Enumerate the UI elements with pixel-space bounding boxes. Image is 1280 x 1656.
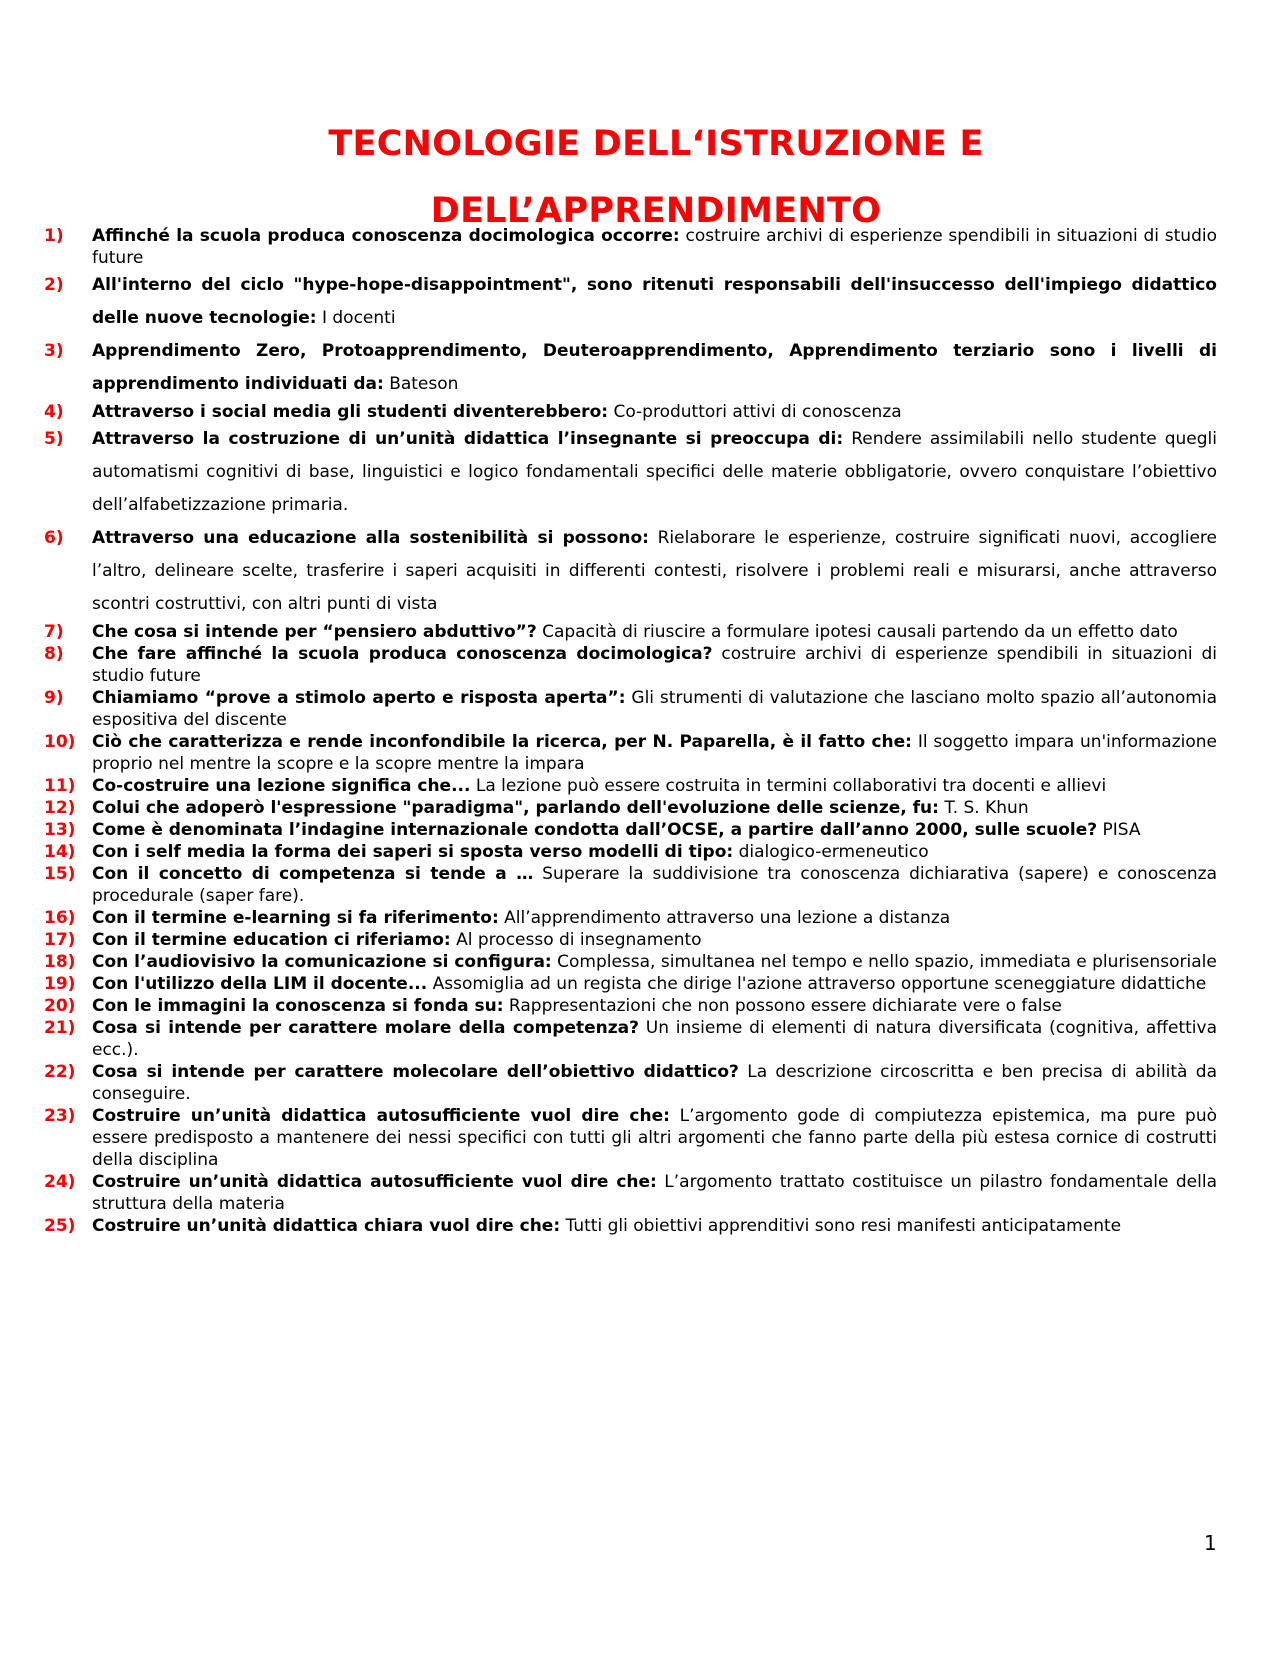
item-number: 23) <box>44 1106 76 1126</box>
item-number: 13) <box>44 820 76 840</box>
question-text: Con le immagini la conoscenza si fonda su: <box>92 996 504 1016</box>
question-text: Con i self media la forma dei saperi si sposta verso modelli di tipo: <box>92 842 734 862</box>
question-text: Colui che adoperò l'espressione "paradigma", parlando dell'evoluzione delle scienze, fu: <box>92 798 939 818</box>
question-text: All'interno del ciclo "hype-hope-disappointment", sono ritenuti responsabili dell'insuccesso dell'impiego didattico delle nuove tecnologie: <box>92 275 1217 328</box>
list-item <box>44 1061 1217 1105</box>
question-text: Costruire un’unità didattica autosufficiente vuol dire che: <box>92 1172 657 1192</box>
item-number: 18) <box>44 952 76 972</box>
list-item <box>44 687 1217 731</box>
list-item <box>44 1171 1217 1215</box>
item-number: 9) <box>44 688 64 708</box>
question-text: Attraverso i social media gli studenti diventerebbero: <box>92 402 609 422</box>
answer-text: dialogico-ermeneutico <box>738 842 929 862</box>
question-text: Cosa si intende per carattere molecolare dell’obiettivo didattico? <box>92 1062 739 1082</box>
item-number: 15) <box>44 864 76 884</box>
list-item <box>44 401 1217 423</box>
question-text: Co-costruire una lezione significa che... <box>92 776 471 796</box>
answer-text: Complessa, simultanea nel tempo e nello spazio, immediata e plurisensoriale <box>557 952 1217 972</box>
list-item <box>44 841 1217 863</box>
title-line-1: TECNOLOGIE DELL‘ISTRUZIONE E <box>328 124 984 165</box>
answer-text: Un insieme di elementi di natura diversificata (cognitiva, affettiva ecc.). <box>92 1018 1217 1060</box>
question-text: Come è denominata l’indagine internazionale condotta dall’OCSE, a partire dall’anno 2000, sulle scuole? <box>92 820 1098 840</box>
item-number: 21) <box>44 1018 76 1038</box>
list-item <box>44 929 1217 951</box>
list-item <box>44 335 1217 401</box>
answer-text: Co-produttori attivi di conoscenza <box>613 402 902 422</box>
item-number: 12) <box>44 798 76 818</box>
answer-text: Bateson <box>389 374 459 394</box>
question-text: Apprendimento Zero, Protoapprendimento, Deuteroapprendimento, Apprendimento terziario sono i livelli di apprendimento individuati da: <box>92 341 1217 394</box>
item-number: 25) <box>44 1216 76 1236</box>
question-text: Con l’audiovisivo la comunicazione si configura: <box>92 952 552 972</box>
question-text: Con il termine education ci riferiamo: <box>92 930 451 950</box>
answer-text: Gli strumenti di valutazione che lasciano molto spazio all’autonomia espositiva del discente <box>92 688 1217 730</box>
item-number: 4) <box>44 402 64 422</box>
item-number: 3) <box>44 341 64 361</box>
answer-text: Superare la suddivisione tra conoscenza dichiarativa (sapere) e conoscenza procedurale (saper fare). <box>92 864 1218 906</box>
answer-text: Rendere assimilabili nello studente quegli automatismi cognitivi di base, linguistici e logico fondamentali specifici delle materie obbligatorie, ovvero conquistare l’obiettivo dell’alfabetizzazione primaria. <box>92 429 1218 515</box>
item-number: 6) <box>44 528 64 548</box>
list-item <box>44 775 1217 797</box>
question-text: Costruire un’unità didattica chiara vuol dire che: <box>92 1216 561 1236</box>
question-text: Attraverso una educazione alla sostenibilità si possono: <box>92 528 649 548</box>
title-line-2: DELL’APPRENDIMENTO <box>430 191 882 232</box>
item-number: 17) <box>44 930 76 950</box>
list-item <box>44 973 1217 995</box>
answer-text: I docenti <box>321 308 396 328</box>
question-text: Che cosa si intende per “pensiero abduttivo”? <box>92 622 537 642</box>
item-number: 22) <box>44 1062 76 1082</box>
answer-text: Tutti gli obiettivi apprenditivi sono resi manifesti anticipatamente <box>565 1216 1122 1236</box>
list-item <box>44 951 1217 973</box>
item-number: 14) <box>44 842 76 862</box>
list-item <box>44 643 1217 687</box>
answer-text: costruire archivi di esperienze spendibili in situazioni di studio future <box>92 644 1217 686</box>
item-number: 11) <box>44 776 76 796</box>
answer-text: L’argomento trattato costituisce un pilastro fondamentale della struttura della materia <box>92 1172 1217 1214</box>
answer-text: T. S. Khun <box>944 798 1029 818</box>
answer-text: All’apprendimento attraverso una lezione a distanza <box>504 908 951 928</box>
question-text: Affinché la scuola produca conoscenza docimologica occorre: <box>92 226 680 246</box>
question-text: Con il termine e-learning si fa riferimento: <box>92 908 499 928</box>
question-text: Costruire un’unità didattica autosufficiente vuol dire che: <box>92 1106 670 1126</box>
item-number: 10) <box>44 732 76 752</box>
item-number: 19) <box>44 974 76 994</box>
page-number: 1 <box>1204 1531 1217 1555</box>
item-number: 20) <box>44 996 76 1016</box>
list-item <box>44 863 1217 907</box>
list-item <box>44 269 1217 335</box>
list-item <box>44 995 1217 1017</box>
answer-text: Rielaborare le esperienze, costruire significati nuovi, accogliere l’altro, delineare scelte, trasferire i saperi acquisiti in differenti contesti, risolvere i problemi reali e misurarsi, anche attraverso scontri costruttivi, con altri punti di vista <box>92 528 1217 614</box>
item-number: 24) <box>44 1172 76 1192</box>
answer-text: Capacità di riuscire a formulare ipotesi causali partendo da un effetto dato <box>542 622 1178 642</box>
item-number: 1) <box>44 226 64 246</box>
answer-text: Il soggetto impara un'informazione proprio nel mentre la scopre e la scopre mentre la impara <box>92 732 1217 774</box>
question-text: Con l'utilizzo della LIM il docente... <box>92 974 428 994</box>
list-item <box>44 819 1217 841</box>
item-number: 16) <box>44 908 76 928</box>
list-item <box>44 1105 1217 1171</box>
question-text: Che fare affinché la scuola produca conoscenza docimologica? <box>92 644 713 664</box>
list-item <box>44 907 1217 929</box>
answer-text: La lezione può essere costruita in termini collaborativi tra docenti e allievi <box>475 776 1107 796</box>
answer-text: L’argomento gode di compiutezza epistemica, ma pure può essere predisposto a mantenere dei nessi specifici con tutti gli altri argomenti che fanno parte della più estesa cornice di costrutti della disciplina <box>92 1106 1218 1170</box>
answer-text: PISA <box>1102 820 1141 840</box>
answer-text: Assomiglia ad un regista che dirige l'azione attraverso opportune sceneggiature didattiche <box>432 974 1207 994</box>
list-item <box>44 423 1217 522</box>
list-item <box>44 225 1217 269</box>
item-number: 2) <box>44 275 64 295</box>
list-item <box>44 731 1217 775</box>
question-list <box>44 225 1217 1237</box>
answer-text: La descrizione circoscritta e ben precisa di abilità da conseguire. <box>92 1062 1217 1104</box>
list-item <box>44 797 1217 819</box>
question-text: Ciò che caratterizza e rende inconfondibile la ricerca, per N. Paparella, è il fatto che: <box>92 732 912 752</box>
list-item <box>44 522 1217 621</box>
item-number: 8) <box>44 644 64 664</box>
answer-text: Rappresentazioni che non possono essere dichiarate vere o false <box>508 996 1062 1016</box>
list-item <box>44 621 1217 643</box>
question-text: Con il concetto di competenza si tende a … <box>92 864 534 884</box>
answer-text: Al processo di insegnamento <box>456 930 702 950</box>
question-text: Chiamiamo “prove a stimolo aperto e risposta aperta”: <box>92 688 626 708</box>
list-item <box>44 1017 1217 1061</box>
item-number: 7) <box>44 622 64 642</box>
question-text: Attraverso la costruzione di un’unità didattica l’insegnante si preoccupa di: <box>92 429 844 449</box>
list-item <box>44 1215 1217 1237</box>
item-number: 5) <box>44 429 64 449</box>
answer-text: costruire archivi di esperienze spendibili in situazioni di studio future <box>92 226 1217 268</box>
question-text: Cosa si intende per carattere molare della competenza? <box>92 1018 639 1038</box>
